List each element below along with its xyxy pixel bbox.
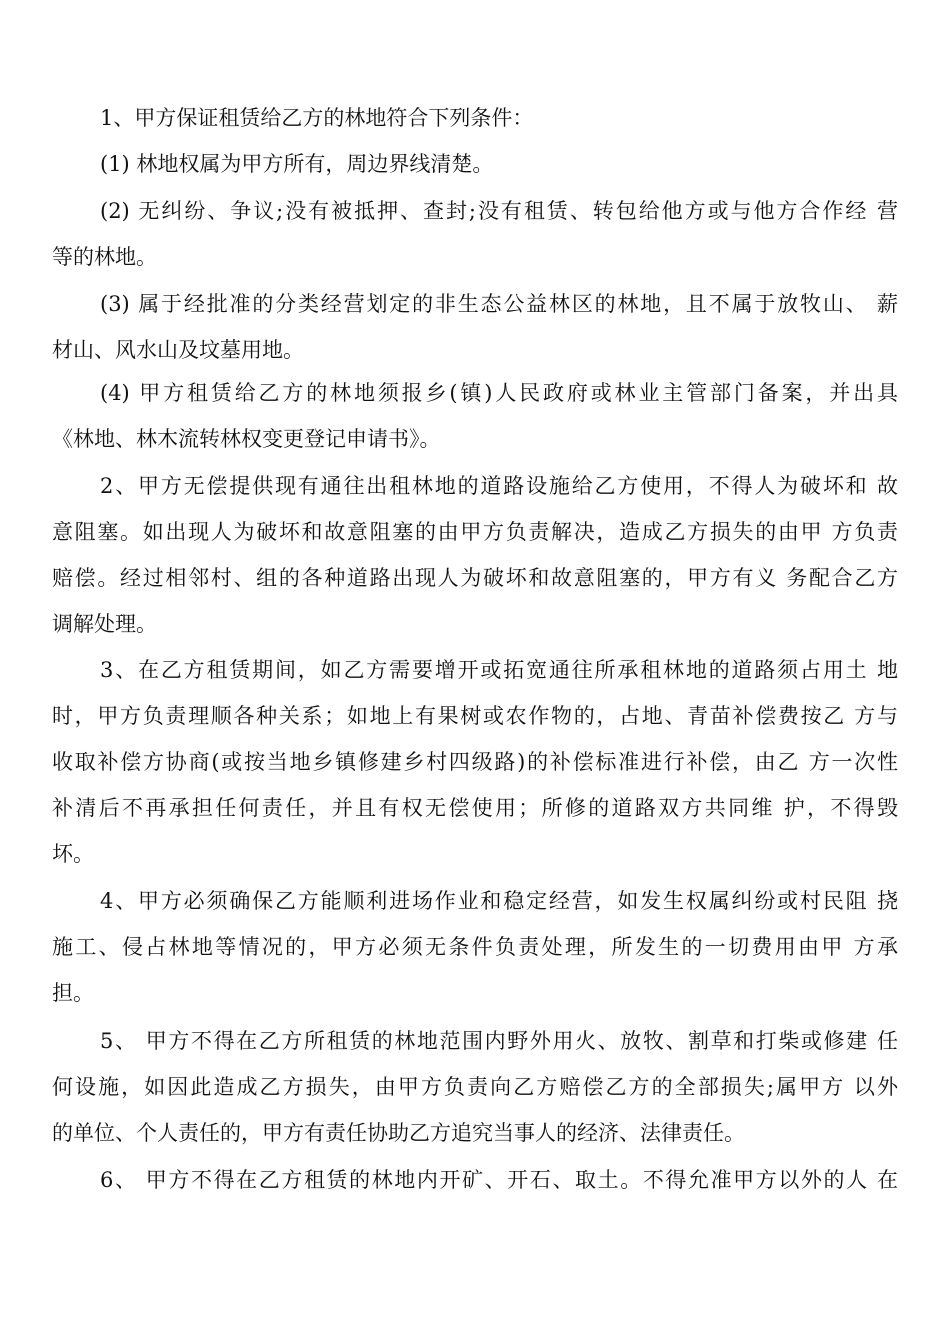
clause-4: [52, 878, 898, 1016]
text-line: 1、甲方保证租赁给乙方的林地符合下列条件：: [100, 106, 534, 130]
text-line: 4、甲方必须确保乙方能顺利进场作业和稳定经营，如发生权属纠纷或村民阻 挠: [100, 889, 898, 913]
text-line: 时，甲方负责理顺各种关系；如地上有果树或农作物的，占地、青苗补偿费按乙 方与: [52, 704, 898, 728]
clause-2: [52, 463, 898, 647]
text-line: 等的林地。: [52, 245, 157, 269]
text-line: 意阻塞。如出现人为破坏和故意阻塞的由甲方负责解决，造成乙方损失的由甲 方负责: [52, 520, 899, 544]
clause-1-item-2: [52, 188, 898, 280]
clause-1-item-4: [52, 370, 898, 462]
text-line: 赔偿。经过相邻村、组的各种道路出现人为破坏和故意阻塞的，甲方有义 务配合乙方: [52, 566, 899, 590]
clause-1-heading: [52, 95, 898, 141]
text-line: 6、 甲方不得在乙方租赁的林地内开矿、开石、取土。不得允准甲方以外的人 在: [100, 1168, 898, 1192]
text-line: 材山、风水山及坟墓用地。: [52, 338, 304, 362]
clause-3: [52, 647, 898, 877]
text-line: 《林地、林木流转林权变更登记申请书》。: [52, 427, 441, 451]
text-line: 的单位、个人责任的，甲方有责任协助乙方追究当事人的经济、法律责任。: [52, 1121, 745, 1145]
text-line: 担。: [52, 981, 94, 1005]
text-line: (3) 属于经批准的分类经营划定的非生态公益林区的林地，且不属于放牧山、 薪: [100, 292, 898, 316]
clause-1-item-3: [52, 281, 898, 373]
text-line: 施工、侵占林地等情况的，甲方必须无条件负责处理，所发生的一切费用由甲 方承: [52, 935, 898, 959]
text-line: 3、在乙方租赁期间，如乙方需要增开或拓宽通往所承租林地的道路须占用土 地: [100, 658, 898, 682]
clause-6: [52, 1157, 898, 1203]
text-line: 收取补偿方协商(或按当地乡镇修建乡村四级路)的补偿标准进行补偿，由乙 方一次性: [52, 750, 898, 774]
text-line: (1) 林地权属为甲方所有，周边界线清楚。: [100, 152, 494, 176]
text-line: (2) 无纠纷、争议;没有被抵押、查封;没有租赁、转包给他方或与他方合作经 营: [100, 199, 898, 223]
text-line: 坏。: [52, 842, 94, 866]
text-line: 2、甲方无偿提供现有通往出租林地的道路设施给乙方使用，不得人为破坏和 故: [100, 474, 898, 498]
clause-5: [52, 1018, 898, 1156]
clause-1-item-1: [52, 141, 898, 187]
text-line: 何设施，如因此造成乙方损失，由甲方负责向乙方赔偿乙方的全部损失;属甲方 以外: [52, 1075, 898, 1099]
text-line: (4) 甲方租赁给乙方的林地须报乡(镇)人民政府或林业主管部门备案，并出具: [100, 381, 898, 405]
text-line: 调解处理。: [52, 612, 157, 636]
text-line: 5、 甲方不得在乙方所租赁的林地范围内野外用火、放牧、割草和打柴或修建 任: [100, 1029, 898, 1053]
text-line: 补清后不再承担任何责任，并且有权无偿使用；所修的道路双方共同维 护，不得毁: [52, 796, 898, 820]
